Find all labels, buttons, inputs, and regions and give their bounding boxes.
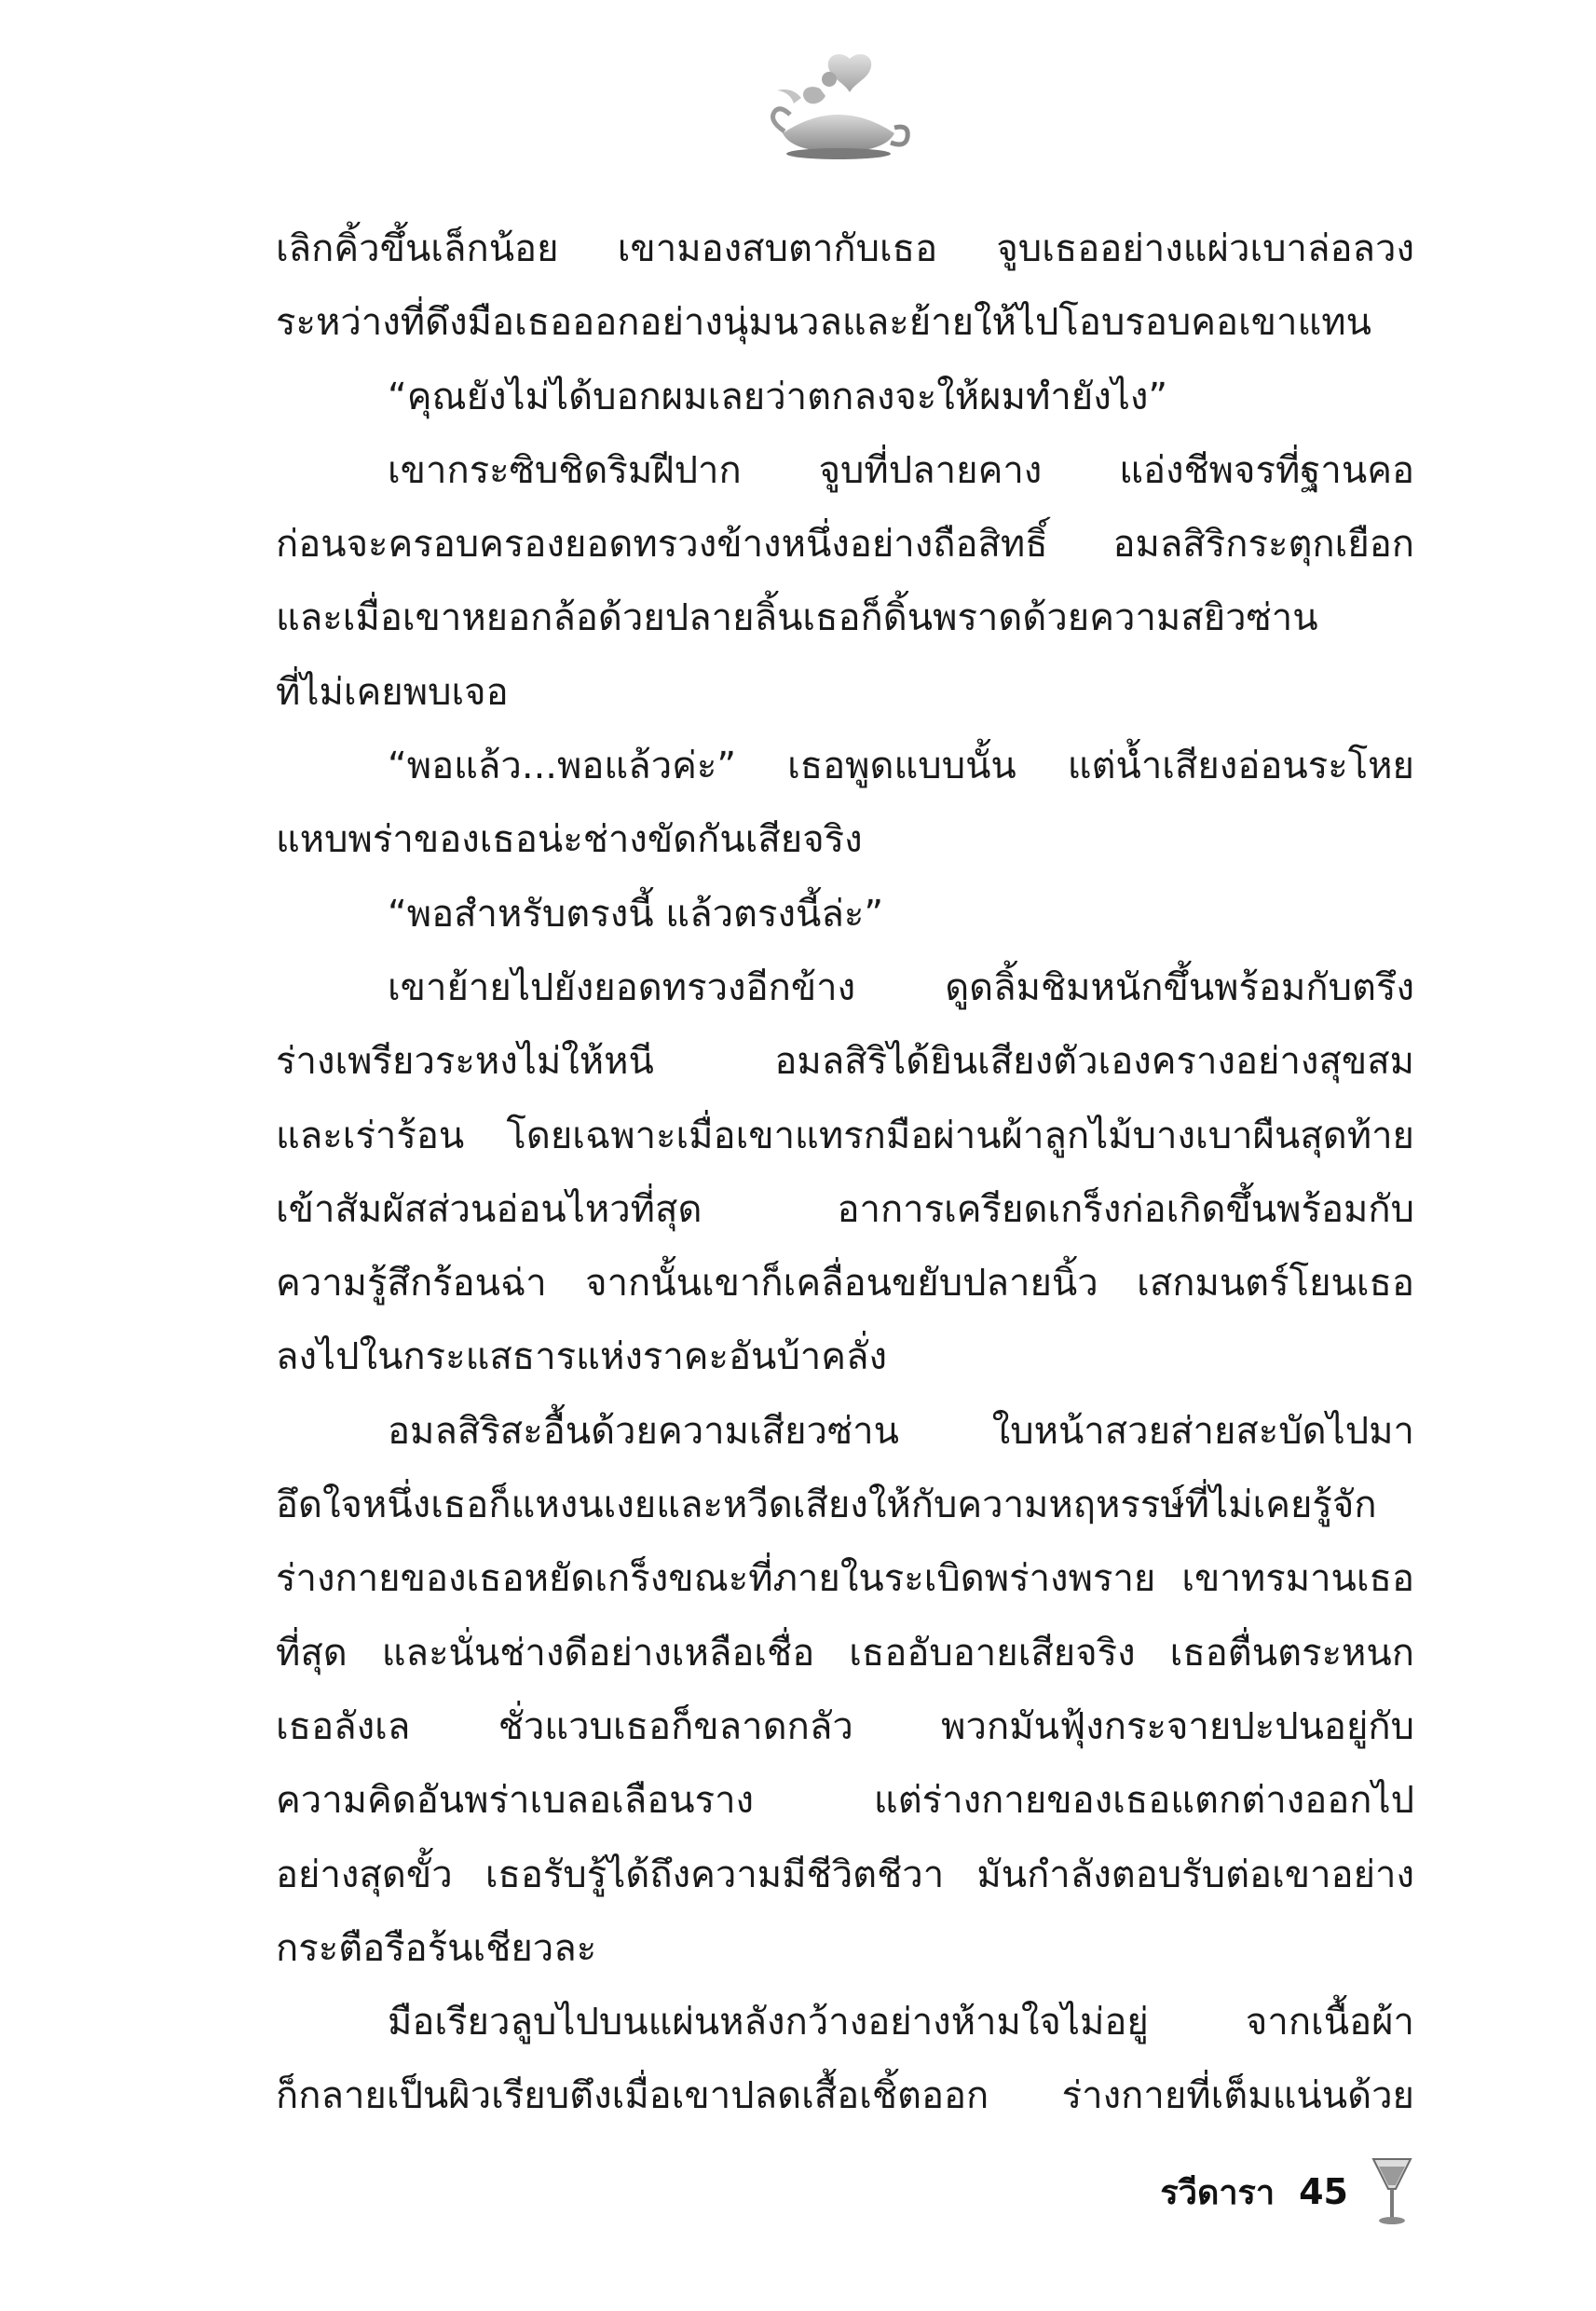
page-number: 45 bbox=[1299, 2171, 1348, 2212]
text-line: ก่อนจะครอบครองยอดทรวงข้างหนึ่งอย่างถือสิทธิ์ อมลสิริกระตุกเยือก bbox=[276, 523, 1414, 567]
text-line: “พอแล้ว...พอแล้วค่ะ” เธอพูดแบบนั้น แต่น้ำเสียงอ่อนระโหย bbox=[388, 745, 1414, 788]
text-line: มือเรียวลูบไปบนแผ่นหลังกว้างอย่างห้ามใจไม่อยู่ จากเนื้อผ้า bbox=[388, 2001, 1414, 2044]
text-line: ลงไปในกระแสธารแห่งราคะอันบ้าคลั่ง bbox=[276, 1335, 888, 1379]
text-line: ก็กลายเป็นผิวเรียบตึงเมื่อเขาปลดเสื้อเชิ้ตออก ร่างกายที่เต็มแน่นด้วย bbox=[276, 2074, 1414, 2118]
text-line: เข้าสัมผัสส่วนอ่อนไหวที่สุด อาการเครียดเกร็งก่อเกิดขึ้นพร้อมกับ bbox=[276, 1187, 1414, 1231]
text-line: แหบพร่าของเธอน่ะช่างขัดกันเสียจริง bbox=[276, 818, 863, 862]
teapot-cupid-ornament-icon bbox=[764, 51, 913, 163]
text-line: ระหว่างที่ดึงมือเธอออกอย่างนุ่มนวลและย้ายให้ไปโอบรอบคอเขาแทน bbox=[276, 301, 1371, 345]
text-line: ที่ไม่เคยพบเจอ bbox=[276, 670, 509, 714]
text-line: เขาย้ายไปยังยอดทรวงอีกข้าง ดูดลิ้มชิมหนักขึ้นพร้อมกับตรึง bbox=[388, 965, 1414, 1009]
text-line: และเร่าร้อน โดยเฉพาะเมื่อเขาแทรกมือผ่านผ้าลูกไม้บางเบาผืนสุดท้าย bbox=[276, 1114, 1414, 1157]
text-line: และเมื่อเขาหยอกล้อด้วยปลายลิ้นเธอก็ดิ้นพราดด้วยความสยิวซ่าน bbox=[276, 596, 1318, 640]
text-line: อย่างสุดขั้ว เธอรับรู้ได้ถึงความมีชีวิตชีวา มันกำลังตอบรับต่อเขาอย่าง bbox=[276, 1853, 1414, 1896]
text-line: ความคิดอันพร่าเบลอเลือนราง แต่ร่างกายของเธอแตกต่างออกไป bbox=[276, 1779, 1414, 1823]
body-text bbox=[276, 212, 1414, 2134]
text-line: อมลสิริสะอื้นด้วยความเสียวซ่าน ใบหน้าสวยส่ายสะบัดไปมา bbox=[388, 1409, 1414, 1453]
text-line: ความรู้สึกร้อนฉ่า จากนั้นเขาก็เคลื่อนขยับปลายนิ้ว เสกมนตร์โยนเธอ bbox=[276, 1262, 1414, 1306]
text-line: อึดใจหนึ่งเธอก็แหงนเงยและหวีดเสียงให้กับความหฤหรรษ์ที่ไม่เคยรู้จัก bbox=[276, 1484, 1377, 1527]
text-line: “คุณยังไม่ได้บอกผมเลยว่าตกลงจะให้ผมทำยังไง” bbox=[388, 375, 1168, 418]
text-line: ร่างเพรียวระหงไม่ให้หนี อมลสิริได้ยินเสียงตัวเองครางอย่างสุขสม bbox=[276, 1040, 1414, 1084]
text-line: ร่างกายของเธอหยัดเกร็งขณะที่ภายในระเบิดพร่างพราย เขาทรมานเธอ bbox=[276, 1557, 1414, 1601]
text-line: เธอลังเล ชั่วแวบเธอก็ขลาดกลัว พวกมันฟุ้งกระจายปะปนอยู่กับ bbox=[276, 1704, 1414, 1748]
page-footer bbox=[1160, 2154, 1413, 2229]
text-line: ที่สุด และนั่นช่างดีอย่างเหลือเชื่อ เธออับอายเสียจริง เธอตื่นตระหนก bbox=[276, 1631, 1414, 1675]
text-line: เลิกคิ้วขึ้นเล็กน้อย เขามองสบตากับเธอ จูบเธออย่างแผ่วเบาล่อลวง bbox=[276, 227, 1414, 270]
martini-glass-icon bbox=[1371, 2155, 1413, 2228]
text-line: กระตือรือร้นเชียวละ bbox=[276, 1926, 597, 1970]
text-line: เขากระซิบชิดริมฝีปาก จูบที่ปลายคาง แอ่งชีพจรที่ฐานคอ bbox=[388, 448, 1414, 492]
book-title: รวีดารา bbox=[1160, 2173, 1275, 2212]
text-line: “พอสำหรับตรงนี้ แล้วตรงนี้ล่ะ” bbox=[388, 892, 884, 936]
